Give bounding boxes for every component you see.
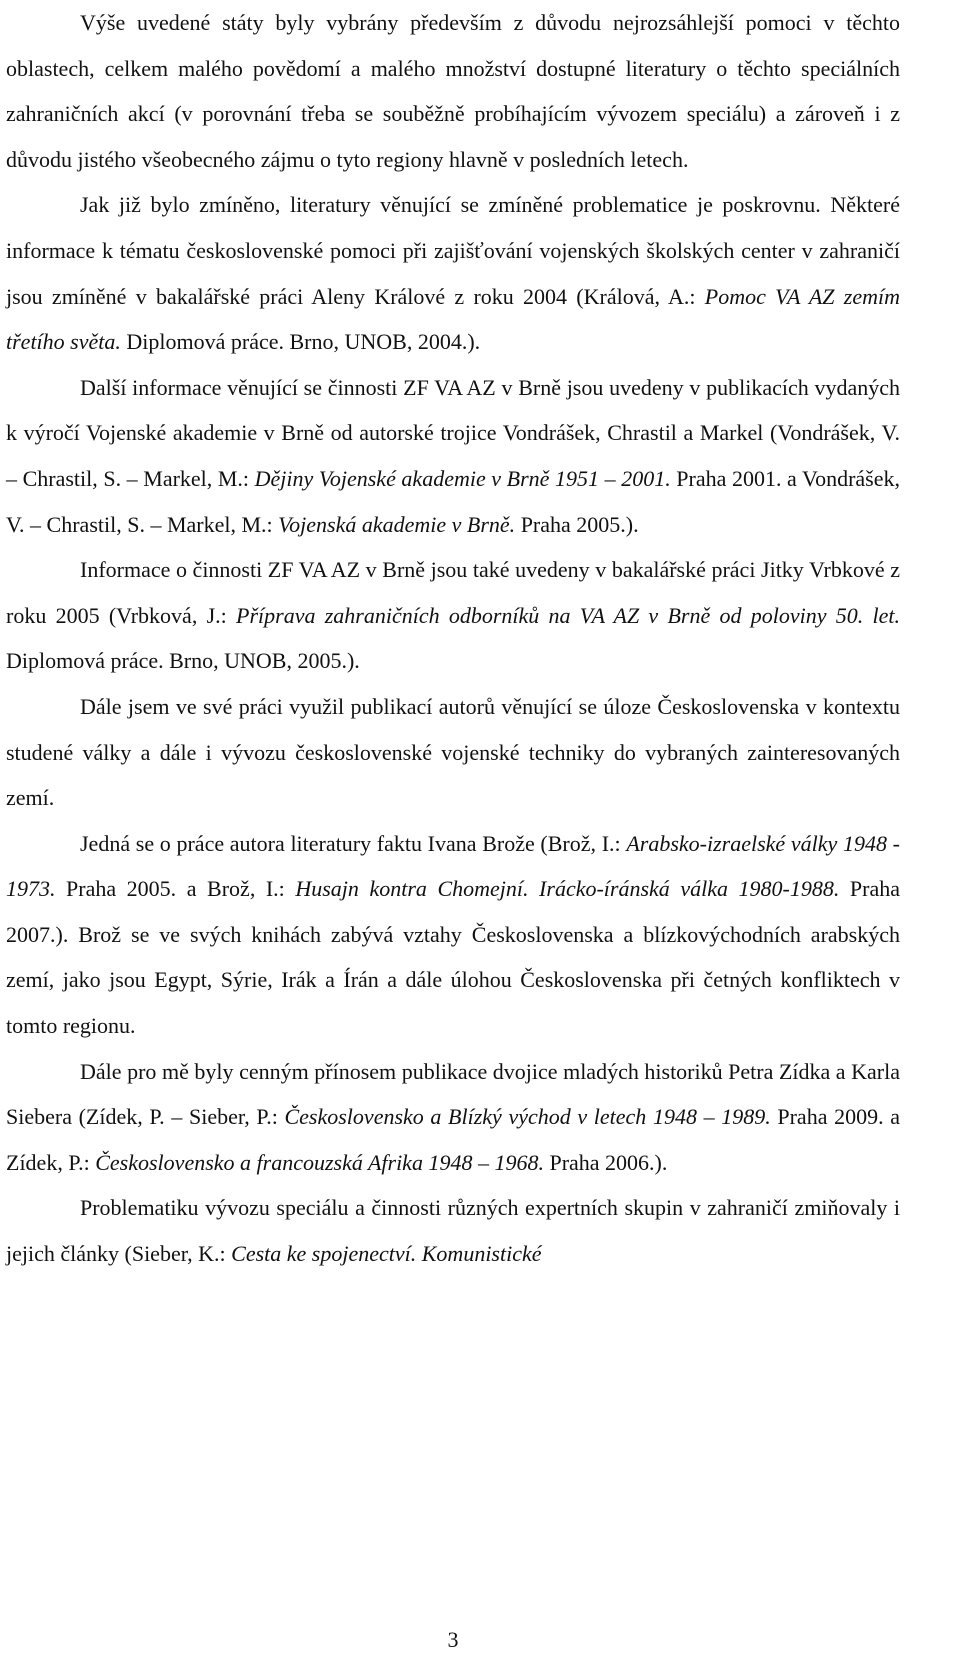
paragraph-7-title-2: Československo a francouzská Afrika 1948 – 1968. [95,1149,544,1175]
paragraph-7-text-mid: Praha 2009. a Zídek, P.: [6,1104,901,1175]
paragraph-3 [6,365,900,547]
paragraph-1 [6,0,900,182]
page-number: 3 [447,1627,459,1652]
document-body [6,0,900,1277]
paragraph-3-title-1: Dějiny Vojenské akademie v Brně 1951 – 2001. [254,465,671,491]
paragraph-4 [6,547,900,684]
paragraph-4-text-end: Diplomová práce. Brno, UNOB, 2005.). [6,648,360,674]
paragraph-6-title-2: Husajn kontra Chomejní. Irácko-íránská válka 1980-1988. [295,876,840,902]
paragraph-2-text: Jak již bylo zmíněno, literatury věnující se zmíněné problematice je poskrovnu. Některé informace k tématu československé pomoci při zajišťování vojenských školských center v zahraničí jsou zmíněné v bakalářské práci Aleny Králové z roku 2004 (Králová, A.: [6,192,900,309]
paragraph-3-title-2: Vojenská akademie v Brně. [278,511,516,537]
paragraph-6-text-mid: Praha 2005. a Brož, I.: [55,876,296,902]
paragraph-8-text: Problematiku vývozu speciálu a činnosti různých expertních skupin v zahraničí zmiňovaly i jejich články (Sieber, K.: [6,1195,900,1267]
paragraph-7-text: Dále pro mě byly cenným přínosem publikace dvojice mladých historiků Petra Zídka a Karla Siebera (Zídek, P. – Sieber, P.: [6,1058,900,1130]
paragraph-7 [6,1049,900,1186]
paragraph-8-title: Cesta ke spojenectví. Komunistické [231,1241,542,1267]
paragraph-2-text-end: Diplomová práce. Brno, UNOB, 2004.). [120,329,481,355]
paragraph-6-text: Jedná se o práce autora literatury faktu Ivana Brože (Brož, I.: [80,830,627,856]
paragraph-6-title-1: Arabsko-izraelské války 1948 - 1973. [6,830,900,902]
paragraph-1-text: Výše uvedené státy byly vybrány především z důvodu nejrozsáhlejší pomoci v těchto oblastech, celkem malého povědomí a malého množství dostupné literatury o těchto speciálních zahraničních akcí (v porovnání třeba se souběžně probíhajícím vývozem speciálu) a zároveň i z důvodu jistého všeobecného zájmu o tyto regiony hlavně v posledních letech. [6,10,900,172]
paragraph-5 [6,684,900,821]
paragraph-7-title-1: Československo a Blízký východ v letech 1948 – 1989. [284,1104,771,1130]
paragraph-2-title: Pomoc VA AZ zemím třetího světa. [6,283,900,355]
paragraph-3-text: Další informace věnující se činnosti ZF VA AZ v Brně jsou uvedeny v publikacích vydaných k výročí Vojenské akademie v Brně od autorské trojice Vondrášek, Chrastil a Markel (Vondrášek, V. – Chrastil, S. – Markel, M.: [6,374,900,491]
paragraph-8 [6,1185,900,1276]
paragraph-2 [6,182,900,364]
paragraph-4-text: Informace o činnosti ZF VA AZ v Brně jsou také uvedeny v bakalářské práci Jitky Vrbkové z roku 2005 (Vrbková, J.: [6,557,900,628]
paragraph-3-text-end: Praha 2005.). [515,511,639,537]
paragraph-6 [6,821,900,1049]
paragraph-4-title: Příprava zahraničních odborníků na VA AZ v Brně od poloviny 50. let. [236,602,900,628]
paragraph-3-text-mid: Praha 2001. a Vondrášek, V. – Chrastil, S. – Markel, M.: [6,465,900,537]
paragraph-7-text-end: Praha 2006.). [543,1149,668,1175]
paragraph-5-text: Dále jsem ve své práci využil publikací autorů věnující se úloze Československa v kontextu studené války a dále i vývozu československé vojenské techniky do vybraných zainteresovaných zemí. [6,693,900,811]
paragraph-6-text-end: Praha 2007.). Brož se ve svých knihách zabývá vztahy Československa a blízkovýchodních arabských zemí, jako jsou Egypt, Sýrie, Irák a Írán a dále úlohou Československa při četných konfliktech v tomto regionu. [6,876,901,1039]
